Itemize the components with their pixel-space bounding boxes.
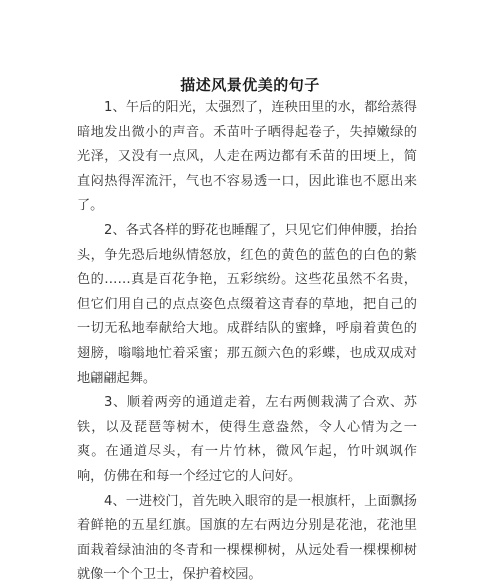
paragraph-4: 4、一进校门，首先映入眼帘的是一根旗杆，上面飘扬着鲜艳的五星红旗。国旗的左右两边分别是花池，花池里面栽着绿油油的冬青和一棵棵柳树，从远处看一棵棵柳树就像一个个卫士，保护着校园。 [77, 493, 417, 583]
paragraph-2: 2、各式各样的野花也睡醒了，只见它们伸伸腰，抬抬头，争先恐后地纵情怒放，红色的黄色的蓝色的白色的紫色的……真是百花争艳，五彩缤纷。这些花虽然不名贵，但它们用自己的点点姿色点缀着这青春的草地，把自己的一切无私地奉献给大地。成群结队的蜜蜂，呼扇着黄色的翅膀，嗡嗡地忙着采蜜；那五颜六色的彩蝶，也成双成对地翩翩起舞。 [77, 222, 417, 386]
document-body [77, 96, 417, 588]
paragraph-3: 3、顺着两旁的通道走着，左右两侧栽满了合欢、苏铁，以及琵琶等树木，使得生意盎然，令人心情为之一爽。在通道尽头，有一片竹林，微风乍起，竹叶飒飒作响，仿佛在和每一个经过它的人问好。 [77, 395, 417, 484]
paragraph-1: 1、午后的阳光，太强烈了，连秧田里的水，都给蒸得暗地发出微小的声音。禾苗叶子晒得起卷子，失掉嫩绿的光泽，又没有一点风，人走在两边都有禾苗的田埂上，简直闷热得浑流汗，气也不容易透一口，因此谁也不愿出来了。 [77, 100, 417, 214]
document-title: 描述风景优美的句子 [180, 76, 320, 94]
